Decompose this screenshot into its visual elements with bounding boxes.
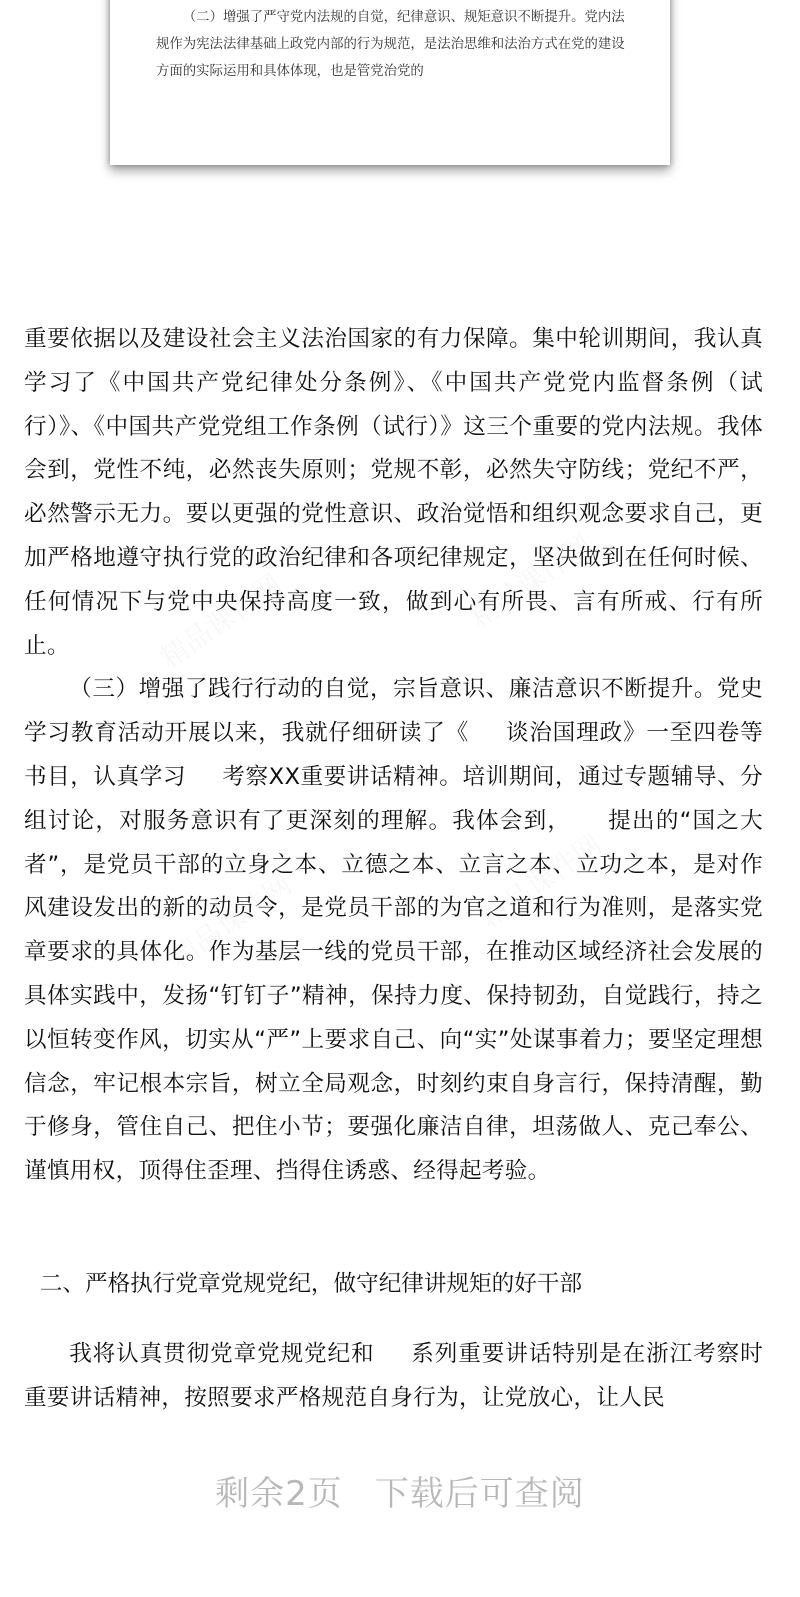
paragraph-3-part-b: 系列重要讲话特别是在浙江考察时重要讲话精神，按照要求严格规范自身行为，让党放心，让人民 — [24, 1341, 763, 1411]
paragraph-2-part-b: 谈治国理政》一至四卷等书目，认真学习 — [24, 720, 763, 790]
remaining-pages-prompt[interactable] — [0, 1466, 800, 1515]
watermark: 精品课件网 — [464, 527, 598, 635]
paragraph-2-part-c: 考察XX重要讲话精神。培训期间，通过专题辅导、分组讨论，对服务意识有了更深刻的理解。我体会到， — [24, 763, 764, 834]
watermark: 精品课件网 — [474, 827, 608, 935]
paragraph-1: 重要依据以及建设社会主义法治国家的有力保障。集中轮训期间，我认真学习了《中国共产党纪律处分条例》、《中国共产党党内监督条例（试行）》、《中国共产党党组工作条例（试行）》这三个重要的党内法规。我体会到，党性不纯，必然丧失原则；党规不彰，必然失守防线；党纪不严，必然警示无力。要以更强的党性意识、政治觉悟和组织观念要求自己，更加严格地遵守执行党的政治纪律和各项纪律规定，坚决做到在任何时候、任何情况下与党中央保持高度一致，做到心有所畏、言有所戒、行有所止。 — [24, 326, 763, 659]
section-heading: 二、严格执行党章党规党纪，做守纪律讲规矩的好干部 — [39, 1271, 583, 1297]
watermark: 精品课件网 — [164, 867, 298, 975]
paragraph-3 — [24, 1333, 763, 1421]
document-body-continued — [24, 1333, 763, 1421]
paragraph-2-part-a: （三）增强了践行行动的自觉，宗旨意识、廉洁意识不断提升。党史学习教育活动开展以来，我就仔细研读了《 — [24, 676, 763, 747]
card-paragraph: （二）增强了严守党内法规的自觉，纪律意识、规矩意识不断提升。党内法规作为宪法法律基础上政党内部的行为规范，是法治思维和法治方式在党的建设方面的实际运用和具体体现，也是管党治党的 — [156, 10, 625, 79]
document-body — [24, 318, 763, 1194]
preview-page-card — [110, 0, 670, 165]
paragraph-3-part-a: 我将认真贯彻党章党规党纪和 — [69, 1341, 375, 1367]
watermark: 精品课件网 — [154, 567, 288, 675]
remaining-pages-label: 剩余2页 — [215, 1474, 343, 1514]
paragraph-2-part-d: 提出的“国之大者”，是党员干部的立身之本、立德之本、立言之本、立功之本，是对作风建设发出的新的动员令，是党员干部的为官之道和行为准则，是落实党章要求的具体化。作为基层一线的党员干部，在推动区域经济社会发展的具体实践中，发扬“钉钉子”精神，保持力度、保持韧劲，自觉践行，持之以恒转变作风，切实从“严”上要求自己、向“实”处谋事着力；要坚定理想信念，牢记根本宗旨，树立全局观念，时刻约束自身言行，保持清醒，勤于修身，管住自己、把住小节；要强化廉洁自律，坦荡做人、克己奉公、谨慎用权，顶得住歪理、挡得住诱惑、经得起考验。 — [24, 807, 763, 1185]
download-to-view-label: 下载后可查阅 — [374, 1474, 585, 1514]
card-text — [156, 4, 634, 85]
paragraph-2 — [24, 668, 763, 1194]
